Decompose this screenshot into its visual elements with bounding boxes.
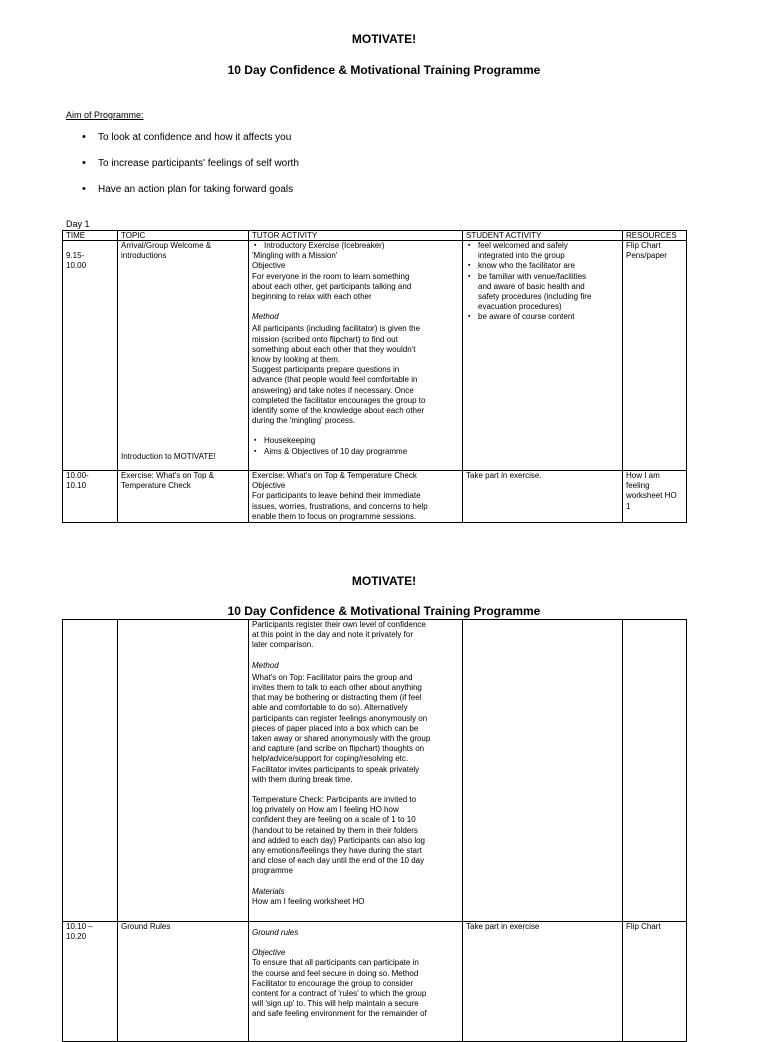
resources-text: Flip Chart <box>626 922 661 931</box>
table-row <box>63 471 687 523</box>
tutor-bullet: ▪ Introductory Exercise (Icebreaker) <box>252 241 459 251</box>
tutor-objective-label: Objective <box>252 948 286 958</box>
tutor-subtitle: 'Mingling with a Mission' <box>252 251 338 261</box>
tutor-intro: Participants register their own level of confidence at this point in the day and note it privately for later comparison. <box>252 620 426 650</box>
tutor-objective: To ensure that all participants can participate in the course and feel secure in doing so. Method Facilitator to encourage the group to consider content for a contract of 'rules' to which the group will 'sign up' to. This will help maintain a secure and safe feeling environment for the remainder of <box>252 958 427 1019</box>
aim-item: • Have an action plan for taking forward goals <box>80 184 299 210</box>
tutor-objective: For everyone in the room to learn something about each other, get participants talking and beginning to relax with each other <box>252 271 412 302</box>
programme-table-continued <box>62 619 687 1042</box>
time-text: 10.10 – 10.20 <box>66 922 93 942</box>
aim-item: • To increase participants' feelings of self worth <box>80 158 299 184</box>
aim-list <box>80 132 299 210</box>
student-bullet: ▪ know who the facilitator are <box>466 261 619 271</box>
tutor-title: Exercise: What's on Top & Temperature Check <box>252 471 417 480</box>
time-cell <box>63 471 118 523</box>
student-bullet: ▪ be familiar with venue/facilities and aware of basic health and safety procedures (including fire evacuation procedures) <box>466 272 619 313</box>
time-text: 9.15- 10.00 <box>66 251 87 271</box>
student-text: Take part in exercise <box>466 922 540 931</box>
topic-text: Exercise: What's on Top & Temperature Check <box>121 471 214 491</box>
tutor-objective-label: Objective <box>252 261 286 271</box>
page-title: MOTIVATE! <box>351 574 417 588</box>
tutor-materials-label: Materials <box>252 886 285 896</box>
header-time: TIME <box>63 231 118 241</box>
tutor-temperature-check: Temperature Check: Participants are invited to log privately on How am I feeling HO how confident they are feeling on a scale of 1 to 10 (handout to be retained by them in their folders and added to each day) Participants can also log any emotions/feelings they have during the start and close of each day until the end of the 10 day programme <box>252 795 426 876</box>
header-tutor-activity: TUTOR ACTIVITY <box>249 231 463 241</box>
time-cell <box>63 241 118 471</box>
topic-cell <box>118 241 249 471</box>
tutor-activity-cell <box>249 241 463 471</box>
resources-cell <box>623 620 687 922</box>
day-label: Day 1 <box>66 219 90 229</box>
student-activity-cell <box>463 241 623 471</box>
resources-cell <box>623 241 687 471</box>
resources-text: How I am feeling worksheet HO 1 <box>626 471 677 511</box>
tutor-objective: For participants to leave behind their immediate issues, worries, frustrations, and concerns to help enable them to focus on programme sessions. <box>252 491 428 521</box>
resources-cell <box>623 471 687 523</box>
student-text: Take part in exercise. <box>466 471 542 480</box>
student-bullet: ▪ feel welcomed and safely integrated into the group <box>466 241 619 261</box>
student-activity-cell <box>463 620 623 922</box>
document-page-2 <box>0 540 768 1024</box>
page-subtitle: 10 Day Confidence & Motivational Training Programme <box>227 63 541 77</box>
topic-text-2: Introduction to MOTIVATE! <box>121 452 216 461</box>
tutor-bullet: ▪ Aims & Objectives of 10 day programme <box>252 447 459 457</box>
topic-cell <box>118 471 249 523</box>
tutor-bullet: ▪ Housekeeping <box>252 436 459 446</box>
header-student-activity: STUDENT ACTIVITY <box>463 231 623 241</box>
topic-text: Arrival/Group Welcome & introductions <box>121 241 212 261</box>
student-activity-cell <box>463 471 623 523</box>
tutor-activity-cell <box>249 471 463 523</box>
page-title: MOTIVATE! <box>351 32 417 46</box>
programme-table-day1 <box>62 230 687 523</box>
time-cell <box>63 620 118 922</box>
topic-cell <box>118 620 249 922</box>
table-row <box>63 241 687 471</box>
tutor-method: What's on Top: Facilitator pairs the group and invites them to talk to each other about anything that may be bothering or distracting them (if feel able and comfortable to do so). Alternatively participants can register feelings anonymously on pieces of paper placed into a box which can be taken away or shared anonymously with the group and capture (and scribe on flipchart) thoughts on help/advice/support for coping/resolving etc. Facilitator invites participants to speak privately with them during break time. <box>252 672 431 784</box>
resources-text: Flip Chart Pens/paper <box>626 241 667 261</box>
tutor-materials: How am I feeling worksheet HO <box>252 896 365 906</box>
time-text: 10.00- 10.10 <box>66 471 89 491</box>
tutor-objective-label: Objective <box>252 481 286 491</box>
tutor-method-label: Method <box>252 660 279 670</box>
header-resources: RESOURCES <box>623 231 687 241</box>
aim-item: • To look at confidence and how it affects you <box>80 132 299 158</box>
tutor-method: All participants (including facilitator) is given the mission (scribed onto flipchart) to find out something about each other that they wouldn't know by looking at them. Suggest participants prepare questions in advance (that people would feel comfortable in answering) and take notes if necessary. Once completed the facilitator encourages the group to identify some of the knowledge about each other during the 'mingling' process. <box>252 324 426 426</box>
topic-text: Ground Rules <box>121 922 171 931</box>
page-subtitle: 10 Day Confidence & Motivational Training Programme <box>227 604 541 618</box>
table-header-row <box>63 231 687 241</box>
aim-heading: Aim of Programme: <box>66 110 144 120</box>
student-bullet: ▪ be aware of course content <box>466 312 619 322</box>
tutor-ground-rules-label: Ground rules <box>252 928 299 937</box>
tutor-method-label: Method <box>252 312 279 322</box>
tutor-activity-cell <box>249 620 463 922</box>
table-row <box>63 620 687 922</box>
header-topic: TOPIC <box>118 231 249 241</box>
